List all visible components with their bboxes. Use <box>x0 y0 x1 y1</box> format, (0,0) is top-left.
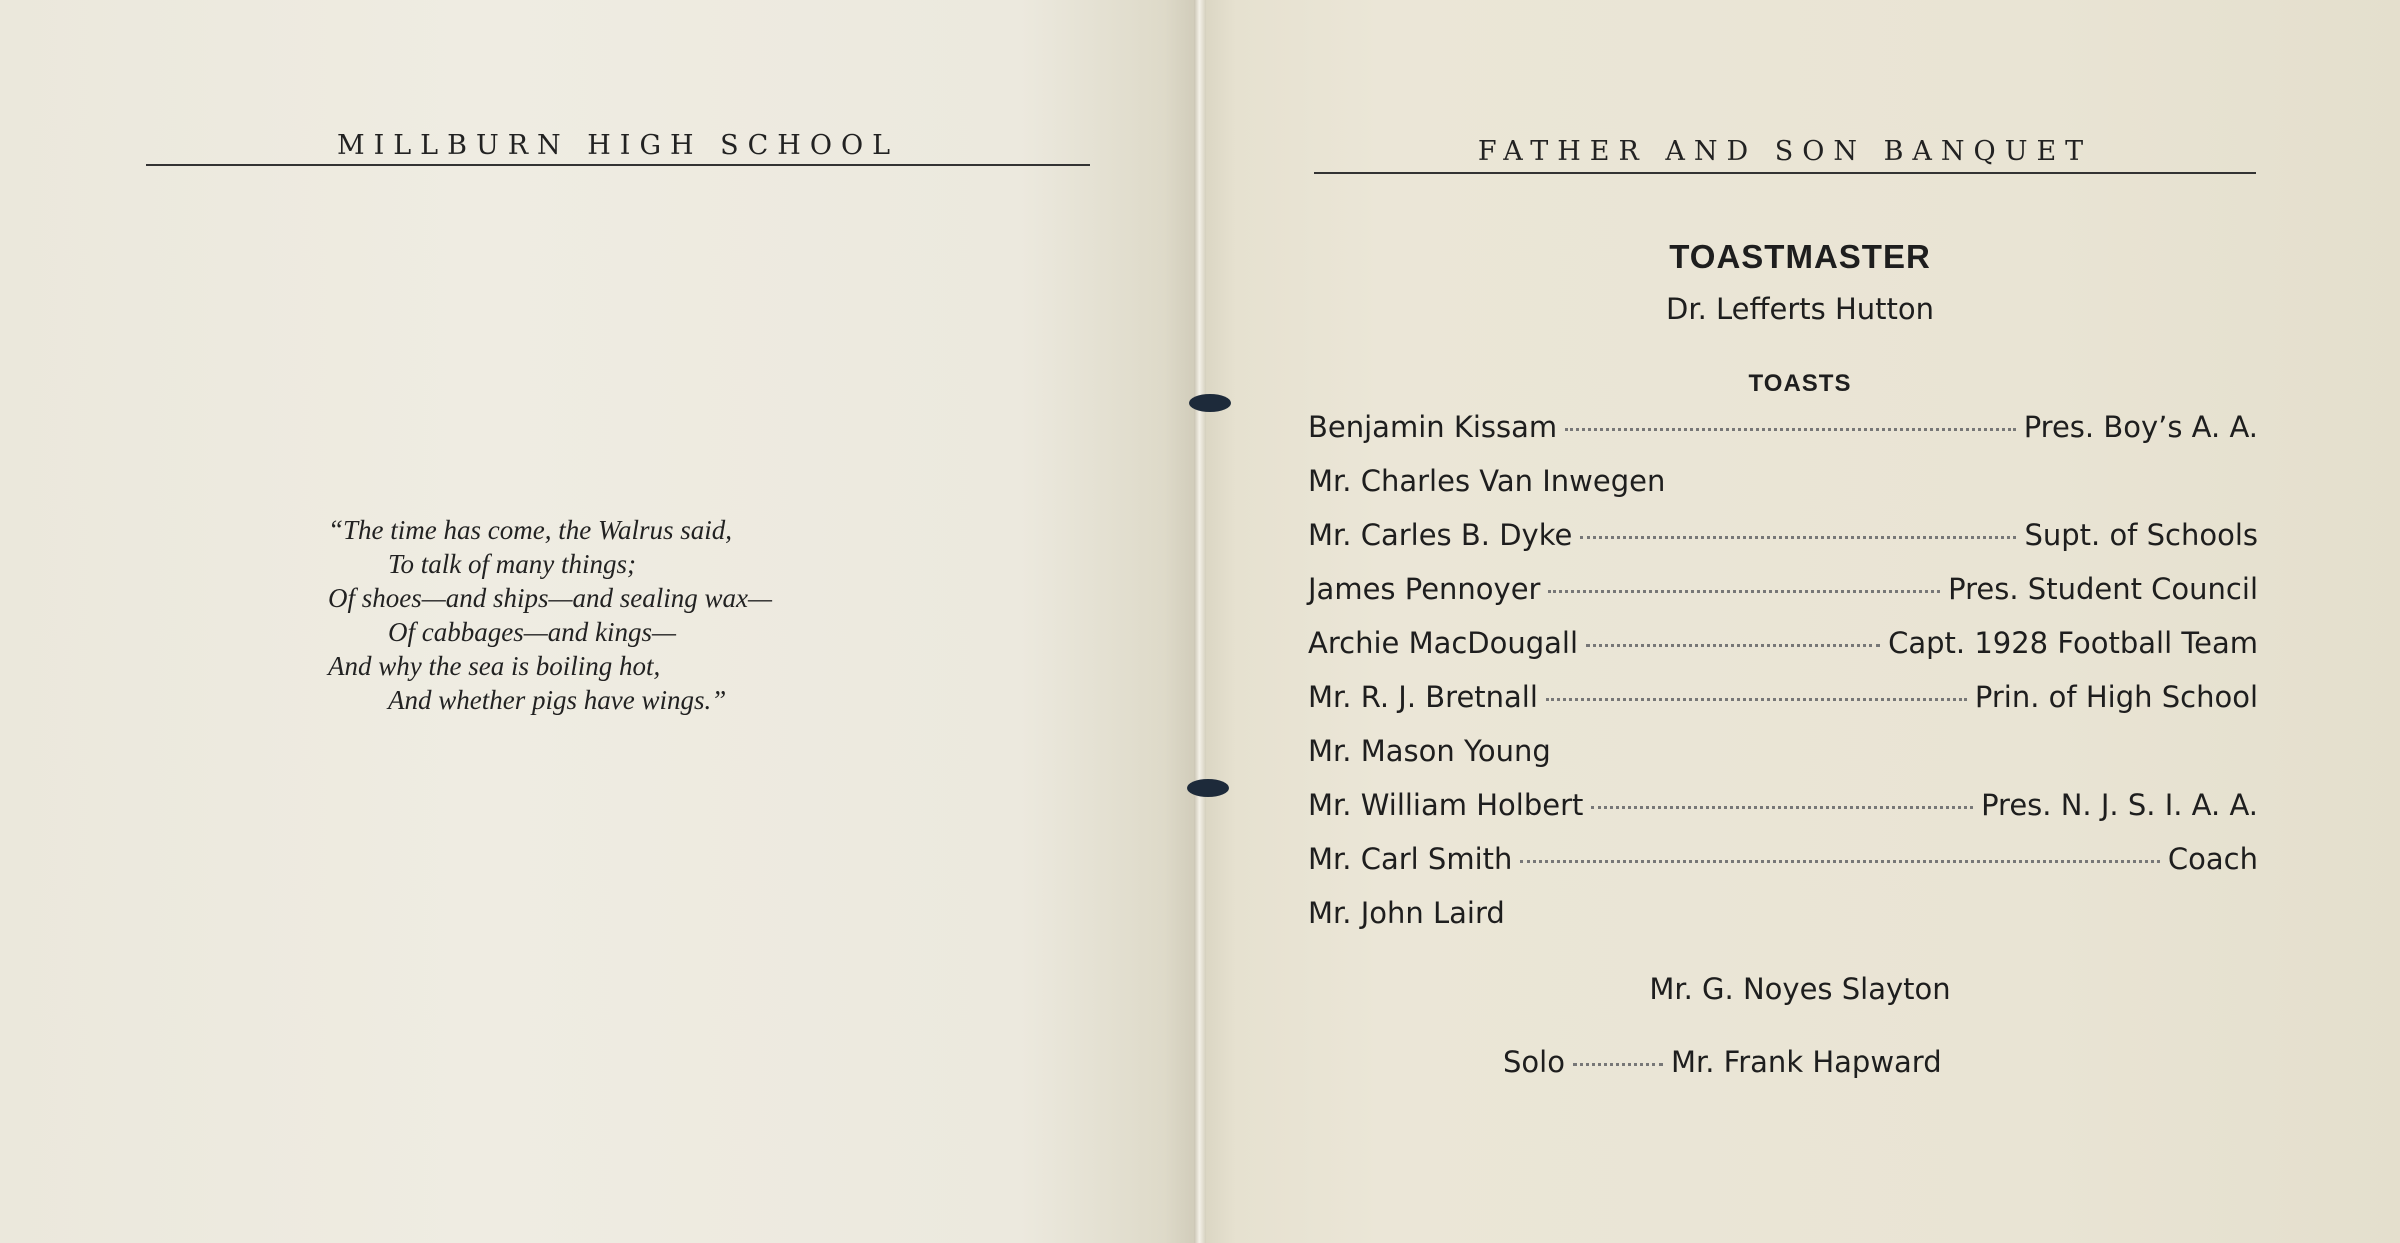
binding-stitch-top <box>1189 394 1231 412</box>
leader-dots <box>1580 536 2016 539</box>
walrus-poem <box>328 513 772 717</box>
poem-line: Of cabbages—and kings— <box>388 617 676 647</box>
book-gutter <box>1194 0 1206 1243</box>
toast-speaker: Mr. John Laird <box>1308 896 1505 930</box>
toast-role: Prin. of High School <box>1974 680 2258 714</box>
leader-dots <box>1565 428 2016 431</box>
leader-dots <box>1573 1063 1663 1066</box>
toast-row <box>1308 896 2258 950</box>
speaker-name: Mr. G. Noyes Slayton <box>1649 972 1951 1006</box>
toast-role: Coach <box>2167 842 2258 876</box>
toast-speaker: Mr. William Holbert <box>1308 788 1584 822</box>
toasts-heading: TOASTS <box>1748 370 1852 397</box>
solo-performer: Mr. Frank Hapward <box>1670 1045 1942 1079</box>
toast-row <box>1308 518 2258 572</box>
poem-line: “The time has come, the Walrus said, <box>328 515 732 545</box>
poem-line: And whether pigs have wings.” <box>388 685 727 715</box>
toast-role: Supt. of Schools <box>2024 518 2258 552</box>
toast-row <box>1308 680 2258 734</box>
solo-label: Solo <box>1503 1045 1565 1079</box>
right-page-header: FATHER AND SON BANQUET <box>1477 136 2093 167</box>
poem-line: To talk of many things; <box>388 549 637 579</box>
toast-row <box>1308 572 2258 626</box>
leader-dots <box>1548 590 1940 593</box>
toast-role: Pres. N. J. S. I. A. A. <box>1981 788 2258 822</box>
binding-stitch-bottom <box>1187 779 1229 797</box>
toast-role: Pres. Student Council <box>1948 572 2258 606</box>
leader-dots <box>1546 698 1967 701</box>
solo-row <box>1503 1045 2043 1079</box>
poem-line: Of shoes—and ships—and sealing wax— <box>328 583 773 613</box>
toast-row <box>1308 734 2258 788</box>
right-header-rule <box>1314 172 2256 174</box>
toast-speaker: Mr. Charles Van Inwegen <box>1308 464 1666 498</box>
leader-dots <box>1591 806 1973 809</box>
left-header-rule <box>146 164 1090 166</box>
toast-row <box>1308 410 2258 464</box>
leader-dots <box>1520 860 2160 863</box>
toast-role: Capt. 1928 Football Team <box>1888 626 2258 660</box>
toast-row <box>1308 788 2258 842</box>
toastmaster-name: Dr. Lefferts Hutton <box>1665 292 1934 326</box>
toast-speaker: Mr. Carles B. Dyke <box>1308 518 1573 552</box>
toast-speaker: Archie MacDougall <box>1308 626 1579 660</box>
toast-row <box>1308 842 2258 896</box>
toast-role: Pres. Boy’s A. A. <box>2023 410 2258 444</box>
left-page-header: MILLBURN HIGH SCHOOL <box>336 130 900 161</box>
leader-dots <box>1586 644 1880 647</box>
toast-speaker: James Pennoyer <box>1308 572 1541 606</box>
toast-speaker: Mr. Mason Young <box>1308 734 1551 768</box>
toast-row <box>1308 464 2258 518</box>
toast-speaker: Mr. R. J. Bretnall <box>1308 680 1538 714</box>
toastmaster-heading: TOASTMASTER <box>1669 238 1931 275</box>
toast-speaker: Benjamin Kissam <box>1308 410 1558 444</box>
toast-row <box>1308 626 2258 680</box>
toast-speaker: Mr. Carl Smith <box>1308 842 1513 876</box>
poem-line: And why the sea is boiling hot, <box>328 651 661 681</box>
toasts-list <box>1308 410 2258 950</box>
